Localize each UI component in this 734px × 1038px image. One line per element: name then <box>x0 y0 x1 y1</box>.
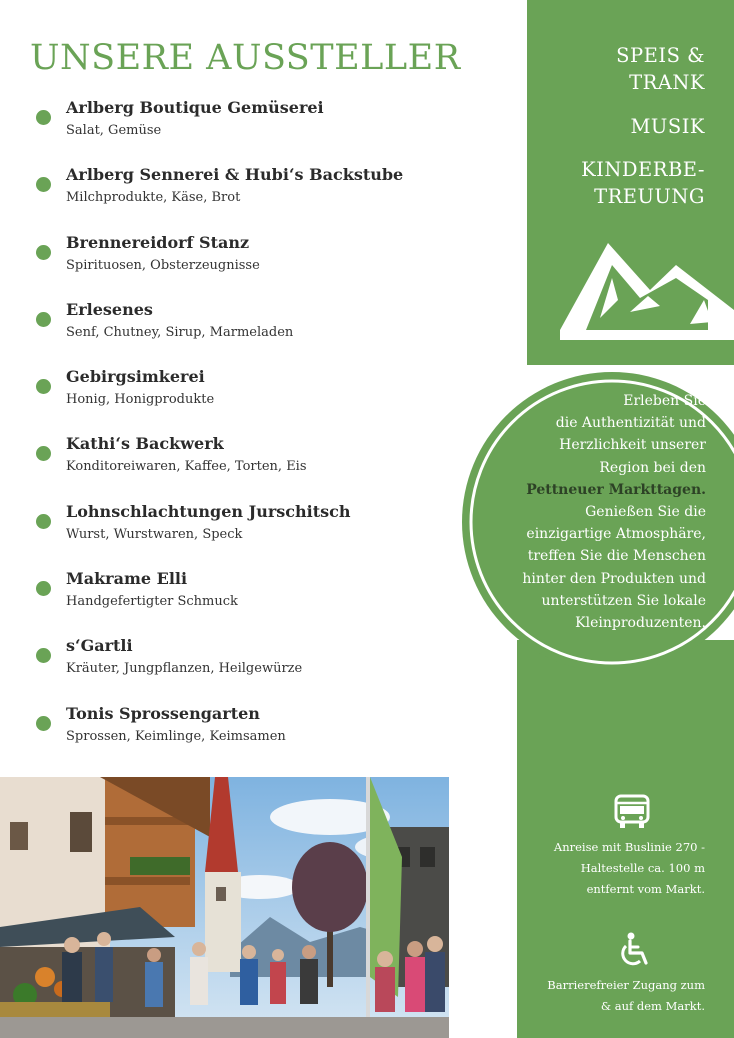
bus-info-line: entfernt vom Markt. <box>586 882 705 896</box>
menu-text: TRANK <box>629 71 705 94</box>
intro-line: treffen Sie die Menschen <box>527 548 706 565</box>
exhibitor-name: Arlberg Boutique Gemüserei <box>66 98 324 117</box>
exhibitor-name: Makrame Elli <box>66 569 188 589</box>
exhibitor-name: Lohnschlachtungen Jurschitsch <box>66 501 351 521</box>
menu-text: KINDERBE- <box>581 158 705 181</box>
exhibitor-products: Wurst, Wurstwaren, Speck <box>66 526 243 542</box>
exhibitor-name: Brennereidorf Stanz <box>66 232 250 252</box>
accessibility-info <box>505 975 705 1017</box>
intro-line: hinter den Produkten und <box>522 570 706 587</box>
exhibitor-products: Milchprodukte, Käse, Brot <box>66 190 241 206</box>
intro-line: Region bei den <box>599 459 706 476</box>
exhibitor-products: Senf, Chutney, Sirup, Marmeladen <box>66 324 294 340</box>
menu-item-kinderbetreuung <box>581 156 705 210</box>
exhibitor-name: Kathi‘s Backwerk <box>66 434 224 454</box>
exhibitor-products: Kräuter, Jungpflanzen, Heilgewürze <box>66 661 303 677</box>
intro-line: Kleinproduzenten. <box>575 615 706 632</box>
intro-line: Genießen Sie die <box>585 504 706 521</box>
menu-text: TREUUNG <box>594 185 705 208</box>
menu-item-speis-trank <box>616 42 705 96</box>
menu-text: MUSIK <box>630 115 705 138</box>
exhibitor-name: Arlberg Sennerei & Hubi‘s Backstube <box>66 165 404 185</box>
wheelchair-icon <box>618 932 652 972</box>
exhibitor-products: Handgefertigter Schmuck <box>66 594 238 610</box>
intro-line: unterstützen Sie lokale <box>541 592 706 609</box>
menu-text: SPEIS & <box>616 44 705 67</box>
intro-highlight: Pettneuer Markttagen. <box>526 481 706 498</box>
intro-line: einzigartige Atmosphäre, <box>526 526 706 543</box>
exhibitor-products: Salat, Gemüse <box>66 123 162 138</box>
accessibility-info-line: Barrierefreier Zugang zum <box>547 978 705 992</box>
bus-info <box>505 837 705 900</box>
intro-line: die Authentizität und <box>555 415 706 432</box>
exhibitor-products: Spirituosen, Obsterzeugnisse <box>66 257 260 273</box>
bus-icon <box>613 794 651 834</box>
bus-info-line: Haltestelle ca. 100 m <box>580 861 705 875</box>
accessibility-info-line: & auf dem Markt. <box>600 999 705 1013</box>
exhibitor-products: Honig, Honigprodukte <box>66 392 215 408</box>
exhibitor-name: Gebirgsimkerei <box>66 367 205 387</box>
menu-item-musik <box>630 113 705 140</box>
intro-line: Herzlichkeit unserer <box>559 437 706 454</box>
intro-line: Erleben Sie <box>623 393 706 409</box>
exhibitor-products: Sprossen, Keimlinge, Keimsamen <box>66 728 286 744</box>
intro-text <box>492 390 706 634</box>
exhibitor-name: Tonis Sprossengarten <box>66 703 260 723</box>
exhibitor-name: Erlesenes <box>66 299 153 319</box>
bus-info-line: Anreise mit Buslinie 270 - <box>553 840 705 854</box>
exhibitor-name: s‘Gartli <box>66 636 133 656</box>
exhibitor-products: Konditoreiwaren, Kaffee, Torten, Eis <box>66 459 307 475</box>
page-title: UNSERE AUSSTELLER <box>30 38 461 78</box>
